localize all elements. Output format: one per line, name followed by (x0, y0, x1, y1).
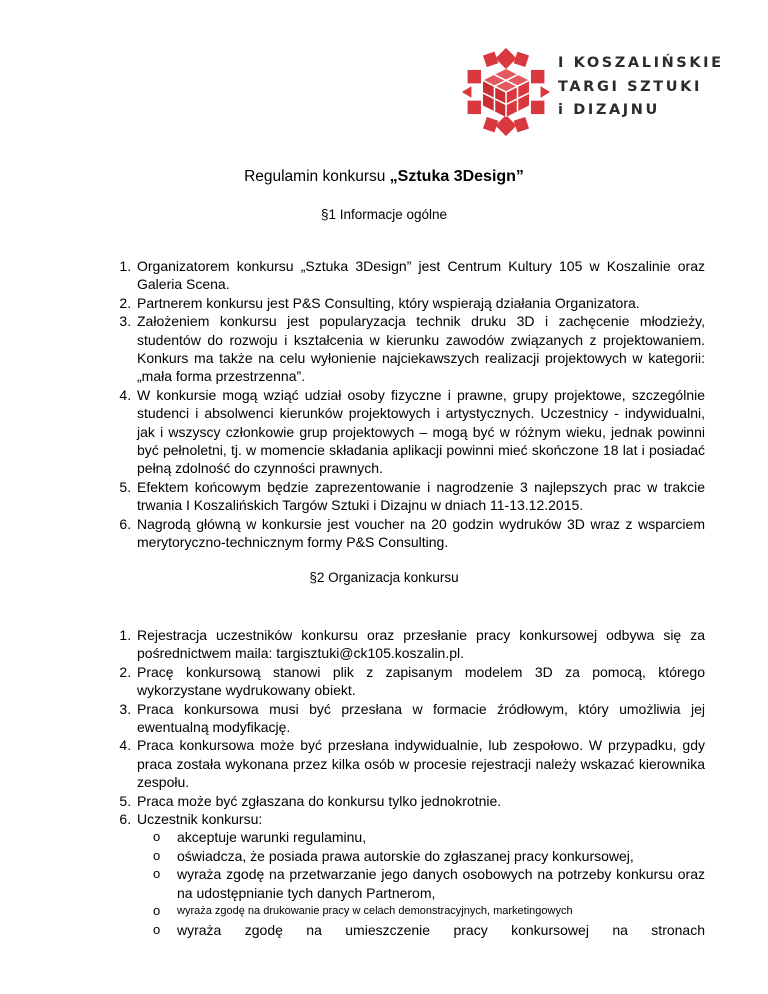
brand-name (558, 52, 724, 123)
list-item: 5. Praca może być zgłaszana do konkursu tylko jednokrotnie. (135, 792, 705, 810)
list-item-text: Rejestracja uczestników konkursu oraz przesłanie pracy konkursowej odbywa się za pośrednictwem maila: (137, 627, 705, 662)
section-heading: §1 Informacje ogólne (320, 207, 448, 222)
section-heading: §2 Organizacja konkursu (309, 570, 459, 585)
list-item-text: . (460, 645, 465, 662)
brand-line: I KOSZALIŃSKIE (558, 55, 724, 71)
brand-line: i DIZAJNU (558, 102, 660, 118)
list-item: 2. Partnerem konkursu jest P&S Consulting, który wspierają działania Organizatora. (135, 294, 705, 312)
list-item (135, 626, 705, 663)
sub-list-item: o wyraża zgodę na umieszczenie pracy konkursowej na stronach (153, 921, 705, 938)
bullet-icon: o (153, 829, 161, 845)
list-item: 6. Nagrodą główną w konkursie jest voucher na 20 godzin wydruków 3D wraz z wsparciem merytoryczno-technicznym formy P&S Consulting. (135, 515, 705, 552)
bullet-icon: o (153, 866, 161, 882)
email-link[interactable]: targisztuki@ck105.koszalin.pl (276, 645, 461, 662)
list-item: 2. Pracę konkursową stanowi plik z zapisanym modelem 3D za pomocą, którego wykorzystane wydrukowany obiekt. (135, 663, 705, 700)
list-item: 3. Założeniem konkursu jest popularyzacja technik druku 3D i zachęcenie młodzieży, studentów do rozwoju i kształcenia w kierunku zawodów związanych z projektowaniem. Konkurs ma także na celu wyłonienie najciekawszych realizacji projektowych w kategorii: „mała forma przestrzenna”. (135, 312, 705, 386)
list-item: 3. Praca konkursowa musi być przesłana w formacie źródłowym, który umożliwia jej ewentualną modyfikację. (135, 700, 705, 737)
sub-list-item: o wyraża zgodę na drukowanie pracy w celach demonstracyjnych, marketingowych (177, 902, 705, 920)
section-1-list (108, 257, 705, 552)
list-item: 4. W konkursie mogą wziąć udział osoby fizyczne i prawne, grupy projektowe, szczególnie studenci i absolwenci kierunków projektowych i artystycznych. Uczestnicy - indywidualni, jak i wszyscy członkowie grup projektowych – mogą być w różnym wieku, jednak powinni być pełnoletni, tj. w momencie składania aplikacji powinni mieć skończone 18 lat i posiadać pełną zdolność do czynności prawnych. (135, 386, 705, 478)
title-prefix: Regulamin konkursu (244, 168, 386, 185)
bullet-icon: o (153, 847, 161, 863)
list-item-text: Uczestnik konkursu: (137, 811, 263, 828)
document-title (0, 168, 768, 186)
bullet-icon: o (153, 903, 161, 919)
cube-logo-icon (458, 44, 554, 140)
title-contest-name: „Sztuka 3Design” (389, 168, 524, 185)
sub-list (137, 828, 705, 938)
brand-line: TARGI SZTUKI (558, 78, 702, 95)
section-2-list (108, 626, 705, 939)
sub-list-item: o wyraża zgodę na przetwarzanie jego danych osobowych na potrzeby konkursu oraz na udostępnianie tych danych Partnerom, (153, 866, 705, 901)
bullet-icon: o (153, 921, 161, 937)
list-item (135, 810, 705, 939)
list-item: 4. Praca konkursowa może być przesłana indywidualnie, lub zespołowo. W przypadku, gdy praca została wykonana przez kilka osób w procesie rejestracji należy wskazać kierownika zespołu. (135, 736, 705, 791)
list-item: 5. Efektem końcowym będzie zaprezentowanie i nagrodzenie 3 najlepszych prac w trakcie trwania I Koszalińskich Targów Sztuki i Dizajnu w dniach 11-13.12.2015. (135, 478, 705, 515)
list-item: 1. Organizatorem konkursu „Sztuka 3Design” jest Centrum Kultury 105 w Koszalinie oraz Galeria Scena. (135, 257, 705, 294)
sub-list-item: o akceptuje warunki regulaminu, (153, 829, 367, 846)
sub-list-item: o oświadcza, że posiada prawa autorskie do zgłaszanej pracy konkursowej, (153, 847, 634, 864)
